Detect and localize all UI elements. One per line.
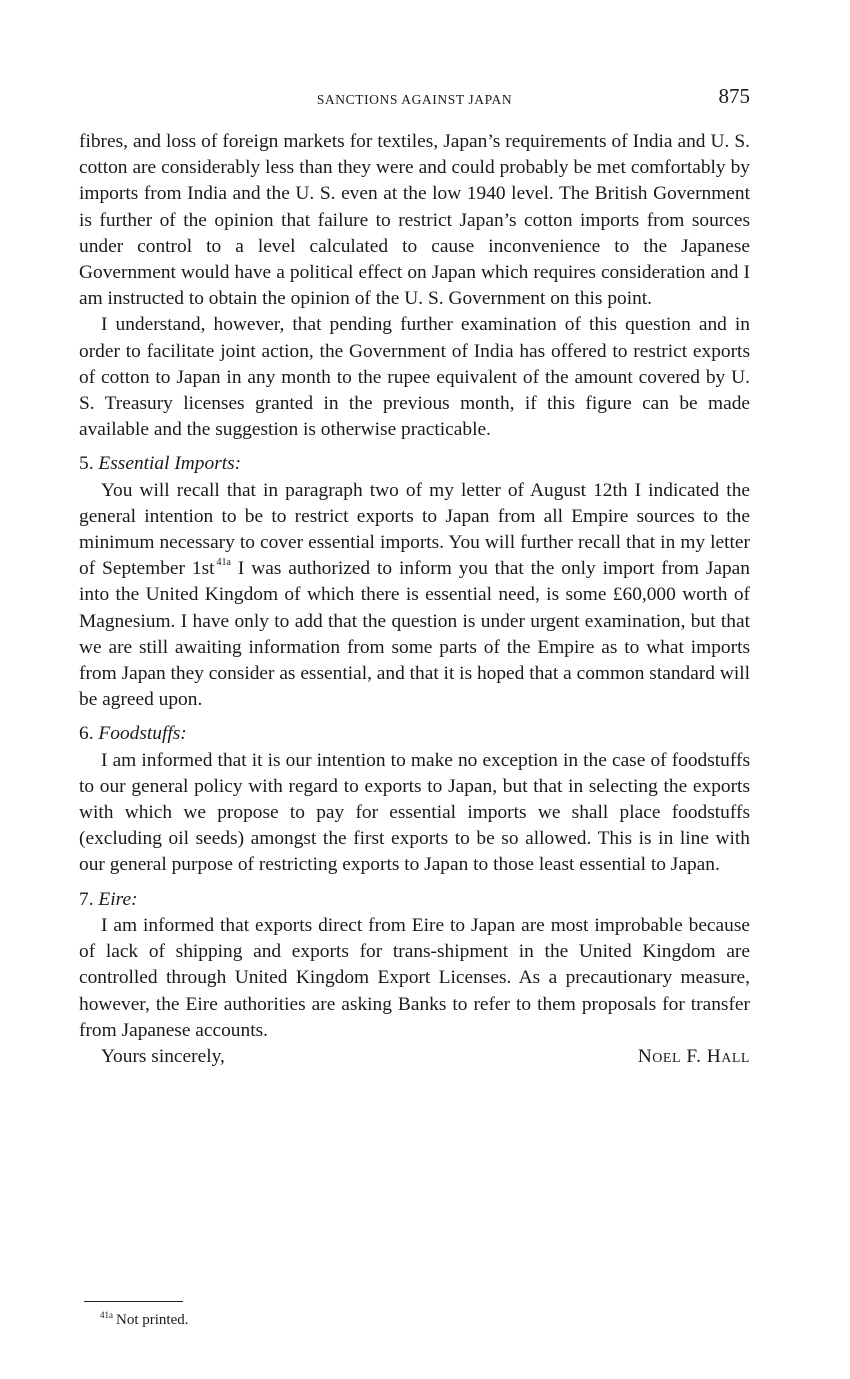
footnote xyxy=(100,1312,189,1329)
section-number: 5. xyxy=(79,453,94,475)
footnote-reference: 41a xyxy=(216,557,231,569)
footnote-divider xyxy=(84,1301,183,1302)
section-title: Eire: xyxy=(98,888,138,910)
page-number: 875 xyxy=(718,84,750,108)
paragraph-essential-imports xyxy=(79,478,750,714)
section-title: Essential Imports: xyxy=(98,453,242,475)
section-number: 6. xyxy=(79,723,94,745)
paragraph-foodstuffs: I am informed that it is our intention to make no exception in the case of foodstuffs to our general policy with regard to exports to Japan, but that in selecting the exports with which we propose to pay for essential imports we shall place foodstuffs (excluding oil seeds) amongst the first exports to be so allowed. This is in line with our general purpose of restricting exports to Japan to those least essential to Japan. xyxy=(79,749,750,876)
running-title: SANCTIONS AGAINST JAPAN xyxy=(316,92,513,107)
closing-salutation: Yours sincerely, xyxy=(101,1045,225,1067)
footnote-text: Not printed. xyxy=(116,1312,189,1328)
letter-signoff xyxy=(79,1044,750,1074)
paragraph-eire: I am informed that exports direct from Eire to Japan are most improbable because of lack of shipping and exports for trans-shipment in the United Kingdom are controlled through United Kingdom Export Licenses. As a precautionary measure, however, the Eire authorities are asking Banks to refer to them proposals for transfer from Japanese accounts. xyxy=(79,914,750,1041)
section-title: Foodstuffs: xyxy=(98,723,187,745)
section-heading-foodstuffs xyxy=(79,721,750,747)
paragraph-cotton-requirements: fibres, and loss of foreign markets for textiles, Japan’s requirements of India and U. S. cotton are considerably less than they were and could probably be met comfortably by imports from India and the U. S. even at the low 1940 level. The British Government is further of the opinion that failure to restrict Japan’s cotton imports from sources under control to a level calculated to cause inconvenience to the Japanese Government would have a political effect on Japan which requires consideration and I am instructed to obtain the opinion of the U. S. Government on this point. xyxy=(79,131,750,310)
signature: Noel F. Hall xyxy=(637,1045,750,1067)
letter-body xyxy=(79,129,750,1074)
section-heading-eire xyxy=(79,887,750,913)
section-number: 7. xyxy=(79,888,94,910)
document-page xyxy=(79,84,750,1074)
footnote-marker: 41a xyxy=(100,1310,113,1320)
paragraph-text: You will recall that in paragraph two of my letter of August 12th I indicated the general intention to be to restrict exports to Japan from all Empire sources to the minimum necessary to cover essential imports. You will further recall that in my letter of September 1st xyxy=(79,479,750,580)
paragraph-india-restriction: I understand, however, that pending further examination of this question and in order to facilitate joint action, the Government of India has offered to restrict exports of cotton to Japan in any month to the rupee equivalent of the amount covered by U. S. Treasury licenses granted in the previous month, if this figure can be made available and the suggestion is otherwise practicable. xyxy=(79,314,750,441)
page-header xyxy=(79,84,750,114)
section-heading-essential-imports xyxy=(79,451,750,477)
paragraph-text-continued: I was authorized to inform you that the only import from Japan into the United Kingdom of which there is essential need, is some £60,000 worth of Magnesium. I have only to add that the question is under urgent examination, but that we are still awaiting information from some parts of the Empire as to what imports from Japan they consider as essential, and that it is hoped that a common standard will be agreed upon. xyxy=(79,558,750,711)
